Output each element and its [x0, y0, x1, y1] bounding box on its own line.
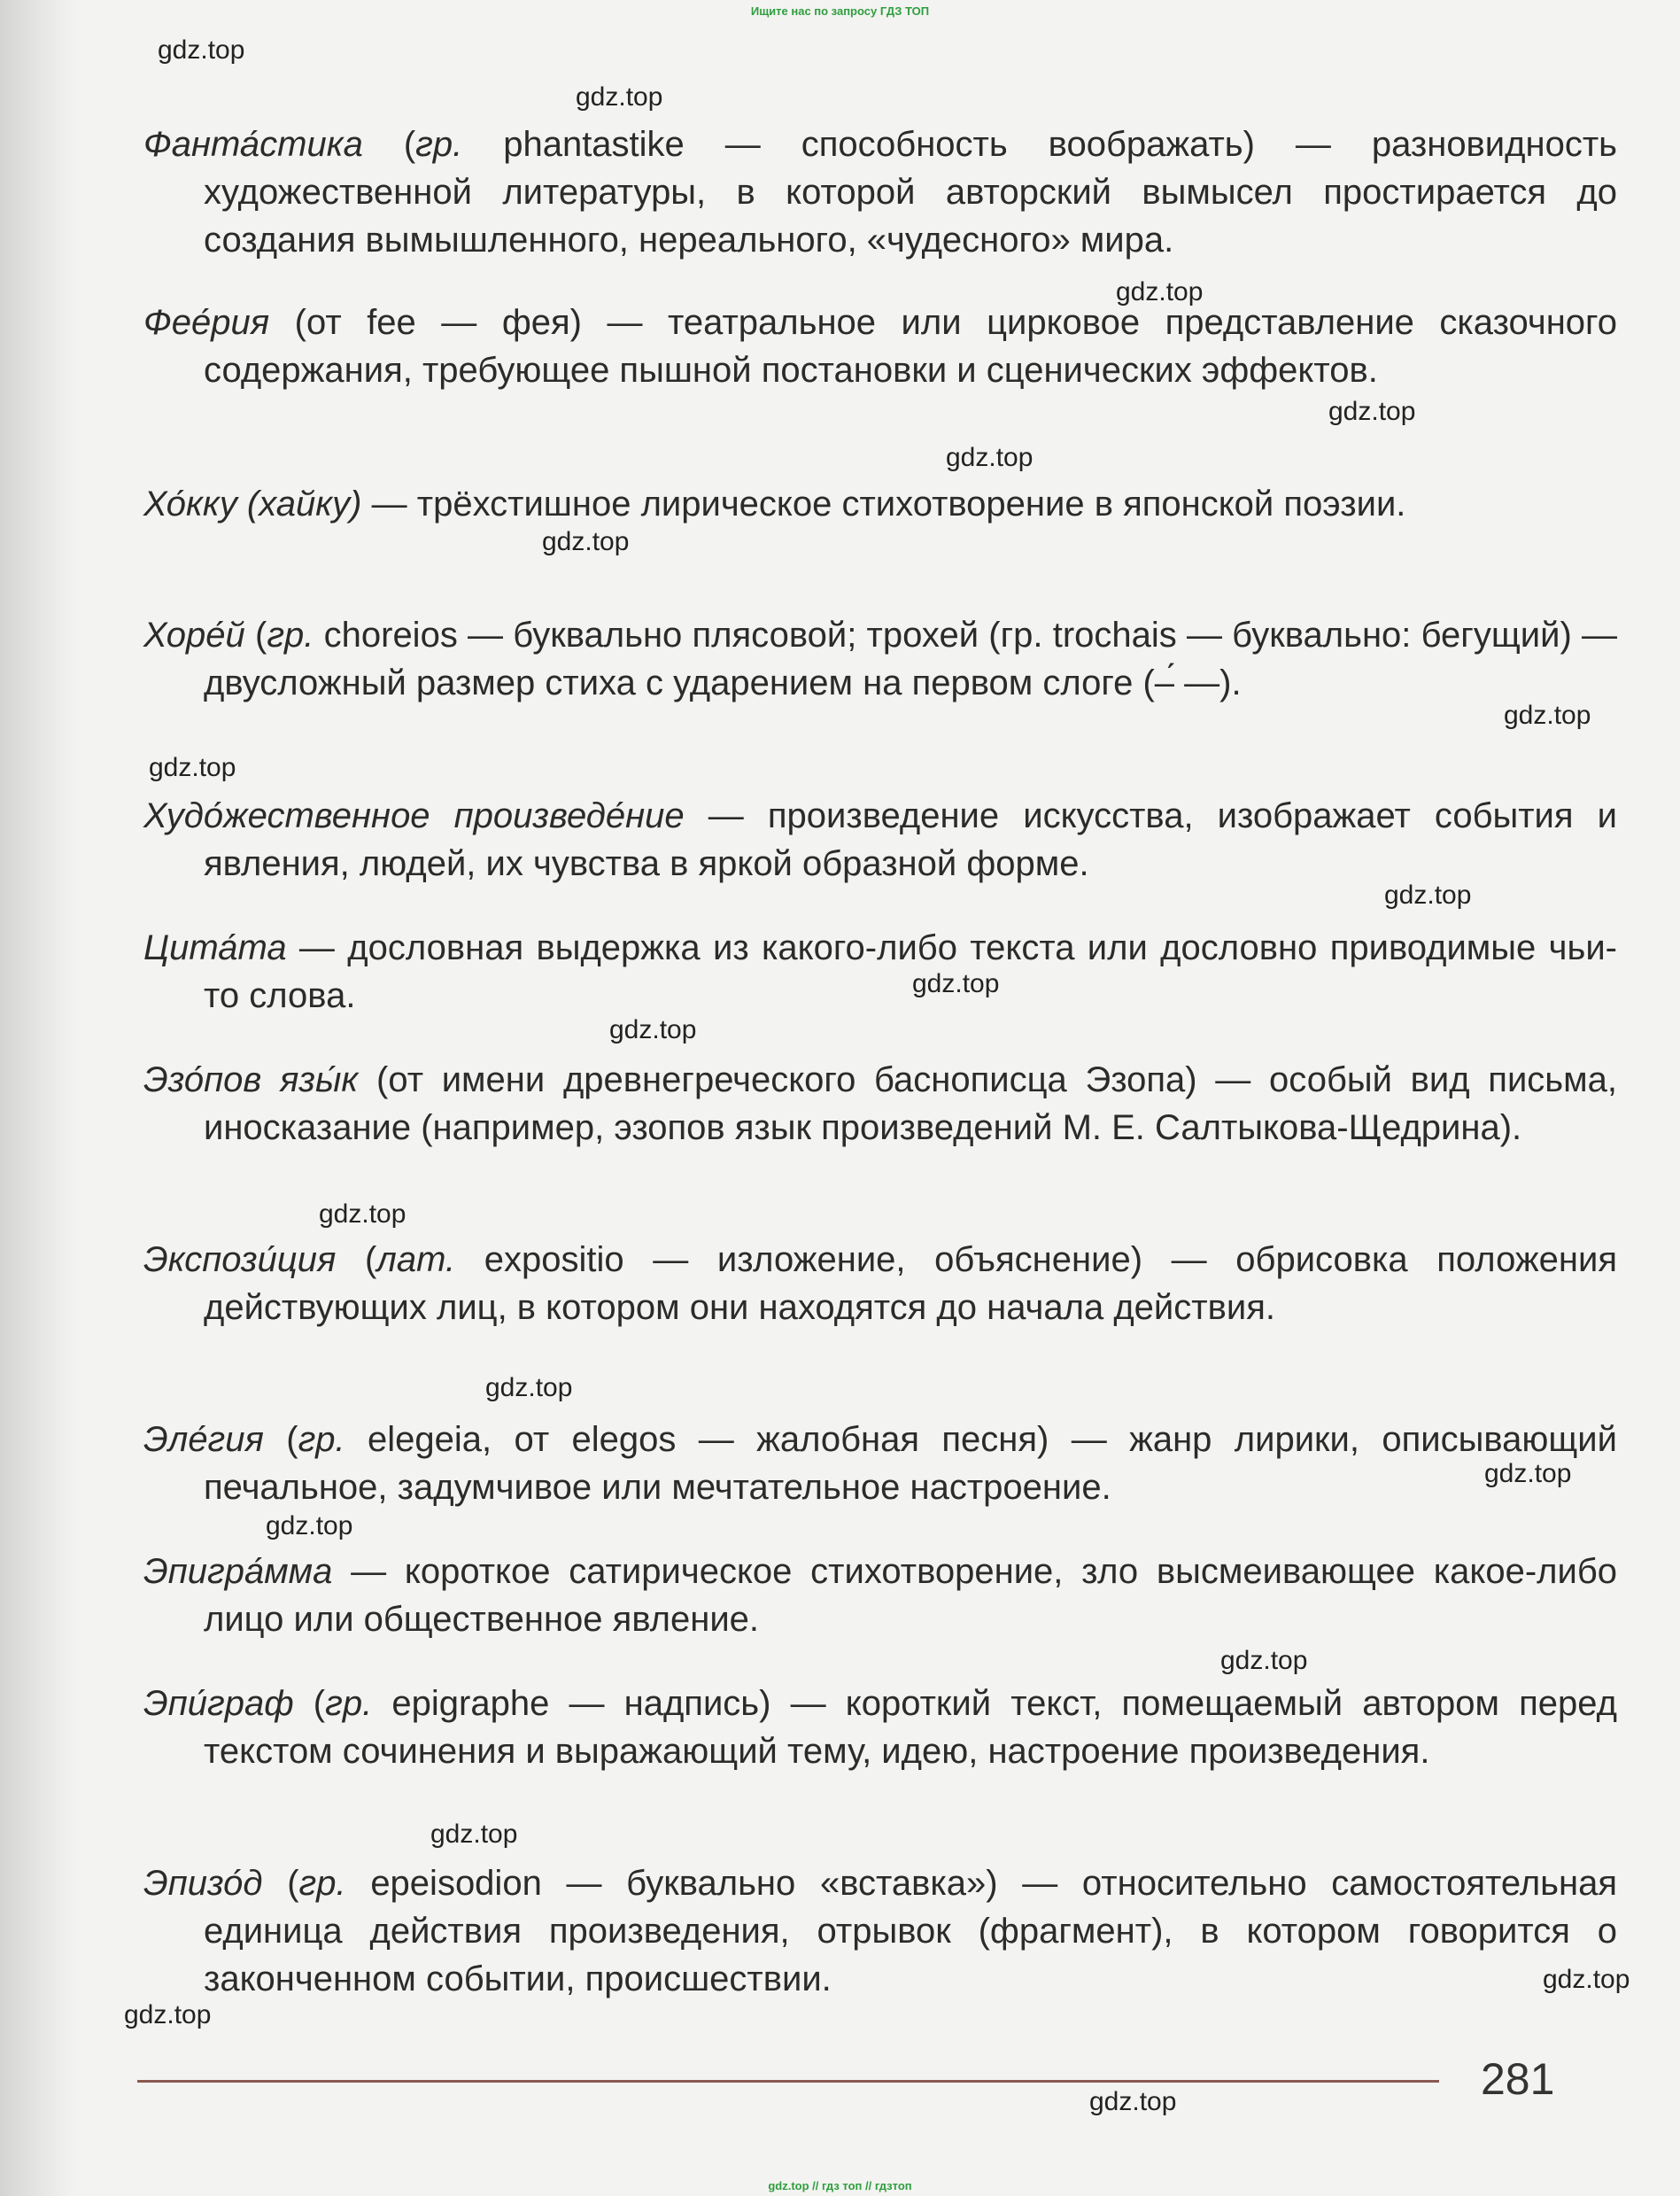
- watermark-text: gdz.top: [430, 1820, 518, 1849]
- entry-definition: — трёхстишное лирическое стихотворение в японской поэзии.: [371, 485, 1406, 524]
- entry-term: Экспози́ция: [143, 1240, 337, 1279]
- glossary-entry: Фанта́стика (гр. phantastike — способность воображать) — разновидность художественной литературы, в которой авторский вымысел простирается до создания вымышленного, нереального, «чудесного» мира.: [143, 125, 1617, 260]
- entry-origin: гр.: [267, 616, 314, 655]
- entry-definition: — произведение искусства, изображает события и явления, людей, их чувства в яркой образной форме.: [204, 796, 1617, 883]
- entry-term: Хо́кку (хайку): [143, 485, 362, 524]
- glossary-entry: Хоре́й (гр. choreios — буквально плясовой; трохей (гр. trochais — буквально: бегущий) — двусложный размер стиха с ударением на первом слоге (–́ —).: [143, 616, 1618, 702]
- bottom-watermark-note: gdz.top // гдз топ // гдзтоп: [768, 2179, 912, 2192]
- top-watermark-note: Ищите нас по запросу ГДЗ ТОП: [750, 4, 930, 18]
- entry-definition: — короткое сатирическое стихотворение, зло высмеивающее какое-либо лицо или общественное явление.: [204, 1552, 1617, 1639]
- entry-term: Эзо́пов язы́к: [143, 1060, 359, 1099]
- watermark-text: gdz.top: [1220, 1646, 1308, 1675]
- watermark-text: gdz.top: [912, 969, 1000, 998]
- entry-term: Фее́рия: [143, 303, 270, 342]
- entry-origin: лат.: [376, 1240, 456, 1279]
- entry-term: Хоре́й: [143, 616, 245, 655]
- glossary-entry: Эпи́граф (гр. epigraphe — надпись) — короткий текст, помещаемый автором перед текстом сочинения и выражающий тему, идею, настроение произведения.: [143, 1684, 1617, 1771]
- watermark-text: gdz.top: [266, 1511, 353, 1540]
- footer-rule: [137, 2080, 1439, 2083]
- entry-definition: choreios — буквально плясовой; трохей (гр. trochais — буквально: бегущий) — двусложный размер стиха с ударением на первом слоге (–́ —).: [204, 616, 1618, 702]
- glossary-entry: Экспози́ция (лат. expositio — изложение, объяснение) — обрисовка положения действующих лиц, в котором они находятся до начала действия.: [143, 1240, 1617, 1327]
- glossary-entry: [143, 792, 1617, 888]
- watermark-text: gdz.top: [609, 1015, 697, 1044]
- entry-origin: гр.: [298, 1420, 345, 1459]
- entry-term: Эле́гия: [143, 1420, 264, 1459]
- watermark-text: gdz.top: [1116, 277, 1204, 307]
- watermark-text: gdz.top: [542, 527, 630, 556]
- watermark-text: gdz.top: [149, 753, 236, 782]
- watermark-text: gdz.top: [1328, 397, 1416, 426]
- glossary-entry: Эле́гия (гр. elegeia, от elegos — жалобная песня) — жанр лирики, описывающий печальное, задумчивое или мечтательное настроение.: [143, 1420, 1617, 1507]
- entry-term: Цита́та: [143, 928, 287, 967]
- glossary-entry: [143, 299, 1617, 394]
- watermark-text: gdz.top: [1543, 1965, 1630, 1994]
- page-gutter-shadow: [0, 0, 75, 2196]
- entry-definition: (от имени древнегреческого баснописца Эзопа) — особый вид письма, иносказание (например, эзопов язык произведений М. Е. Салтыкова-Щедрина).: [204, 1060, 1618, 1147]
- watermark-text: gdz.top: [1384, 881, 1472, 910]
- glossary-entry: [143, 480, 1617, 528]
- watermark-text: gdz.top: [124, 2000, 212, 2029]
- entry-definition: — дословная выдержка из какого-либо текста или дословно приводимые чьи-то слова.: [204, 928, 1617, 1015]
- entry-definition: (от fee — фея) — театральное или цирковое представление сказочного содержания, требующее пышной постановки и сценических эффектов.: [204, 303, 1617, 390]
- glossary-entry: [143, 1548, 1617, 1643]
- page-number: 281: [1481, 2054, 1555, 2104]
- entry-term: Фанта́стика: [143, 125, 363, 164]
- entry-origin: гр.: [298, 1864, 346, 1903]
- watermark-text: gdz.top: [485, 1373, 573, 1402]
- watermark-text: gdz.top: [1484, 1459, 1572, 1488]
- watermark-text: gdz.top: [319, 1199, 406, 1229]
- watermark-text: gdz.top: [1089, 2087, 1177, 2116]
- entry-term: Эпизо́д: [143, 1864, 263, 1903]
- watermark-text: gdz.top: [158, 35, 245, 65]
- entry-term: Эпигра́мма: [143, 1552, 333, 1591]
- entry-term: Худо́жественное произведе́ние: [143, 796, 685, 835]
- glossary-entry: [143, 924, 1617, 1020]
- entry-definition: phantastike — способность воображать) — разновидность художественной литературы, в которой авторский вымысел простирается до создания вымышленного, нереального, «чудесного» мира.: [204, 125, 1617, 260]
- glossary-entry: Эпизо́д (гр. epeisodion — буквально «вставка») — относительно самостоятельная единица действия произведения, отрывок (фрагмент), в котором говорится о законченном событии, происшествии.: [143, 1864, 1618, 1998]
- entry-origin: гр.: [415, 125, 463, 164]
- glossary-entry: [143, 1056, 1617, 1152]
- entry-definition: epeisodion — буквально «вставка») — относительно самостоятельная единица действия произведения, отрывок (фрагмент), в котором говорится о законченном событии, происшествии.: [204, 1864, 1618, 1998]
- entry-definition: epigraphe — надпись) — короткий текст, помещаемый автором перед текстом сочинения и выражающий тему, идею, настроение произведения.: [204, 1684, 1617, 1771]
- entry-term: Эпи́граф: [143, 1684, 294, 1723]
- entry-definition: expositio — изложение, объяснение) — обрисовка положения действующих лиц, в котором они находятся до начала действия.: [204, 1240, 1617, 1327]
- entry-definition: elegeia, от elegos — жалобная песня) — жанр лирики, описывающий печальное, задумчивое или мечтательное настроение.: [204, 1420, 1617, 1507]
- entry-origin: гр.: [325, 1684, 373, 1723]
- watermark-text: gdz.top: [1504, 701, 1591, 730]
- watermark-text: gdz.top: [946, 443, 1034, 472]
- watermark-text: gdz.top: [576, 82, 663, 112]
